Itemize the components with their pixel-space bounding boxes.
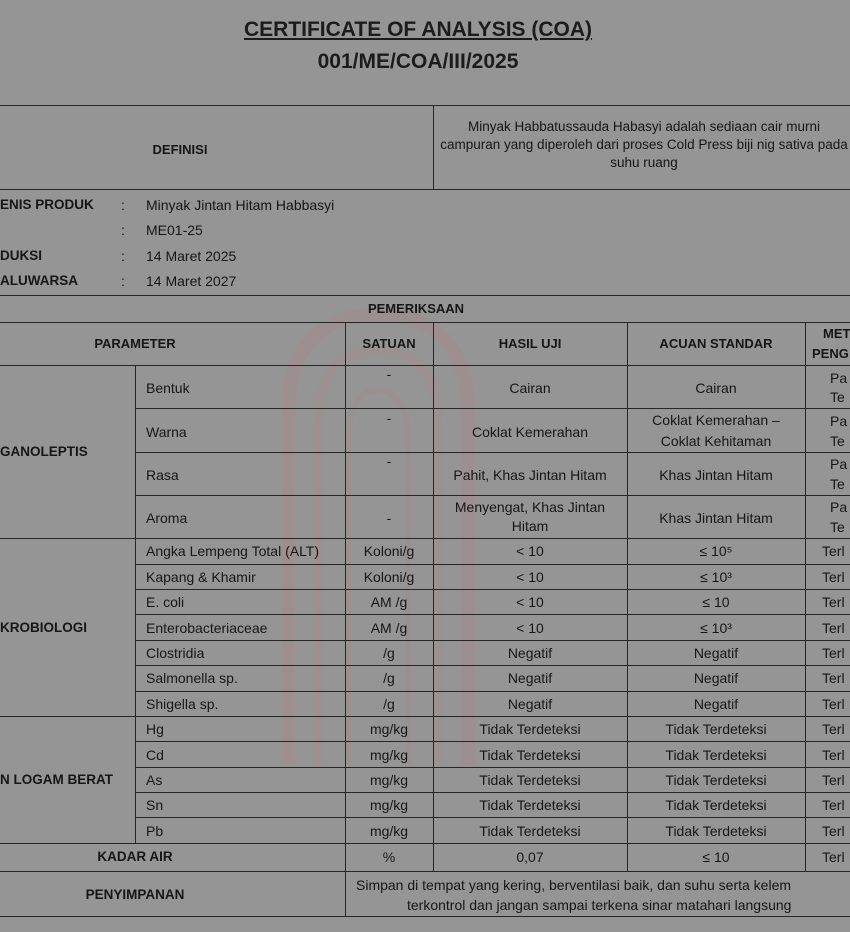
info-value-expiry: 14 Maret 2027 (146, 273, 237, 289)
param-cell: Hg (146, 721, 164, 737)
standard-cell: ≤ 10 (702, 849, 730, 865)
info-label-production: DUKSI (0, 248, 43, 263)
storage-text: terkontrol dan jangan sampai terkena sinar matahari langsung (407, 897, 792, 913)
param-cell: Kapang & Khamir (146, 569, 256, 585)
method-cell: Terl (822, 823, 845, 839)
result-cell: Tidak Terdeteksi (479, 721, 581, 737)
group-microbiology: KROBIOLOGI (0, 620, 87, 635)
unit-cell: mg/kg (369, 772, 409, 788)
method-cell: Terl (822, 594, 845, 610)
standard-cell: Tidak Terdeteksi (665, 747, 767, 763)
unit-cell: AM /g (370, 594, 408, 610)
header-standard: ACUAN STANDAR (659, 336, 773, 351)
header-unit: SATUAN (362, 336, 416, 351)
method-cell: Pa (830, 413, 848, 429)
unit-cell: /g (383, 670, 395, 686)
document-number: 001/ME/COA/III/2025 (317, 50, 519, 73)
param-cell: Rasa (146, 467, 179, 483)
result-cell: Tidak Terdeteksi (479, 797, 581, 813)
param-cell: Aroma (146, 510, 188, 526)
unit-cell: mg/kg (369, 747, 409, 763)
param-cell: Enterobacteriaceae (146, 620, 268, 636)
unit-cell: /g (383, 645, 395, 661)
result-cell: Negatif (507, 696, 553, 712)
storage-label: PENYIMPANAN (85, 887, 185, 902)
header-method: MET (823, 326, 850, 341)
unit-cell: Koloni/g (363, 569, 415, 585)
result-cell: < 10 (516, 620, 544, 636)
unit-cell: mg/kg (369, 721, 409, 737)
result-cell: Tidak Terdeteksi (479, 747, 581, 763)
standard-cell: ≤ 10³ (700, 569, 732, 585)
info-value-product: Minyak Jintan Hitam Habbasyi (146, 197, 335, 213)
method-cell: Pa (830, 499, 848, 515)
water-label: KADAR AIR (97, 849, 173, 864)
param-cell: Sn (146, 797, 164, 813)
unit-cell: AM /g (370, 620, 408, 636)
standard-cell: Cairan (695, 380, 737, 396)
unit-cell: - (386, 366, 392, 382)
result-cell: < 10 (516, 569, 544, 585)
info-label-expiry: ALUWARSA (0, 273, 78, 288)
method-cell: Terl (822, 747, 845, 763)
standard-cell: Khas Jintan Hitam (659, 467, 773, 483)
unit-cell: /g (383, 696, 395, 712)
info-value-batch: ME01-25 (146, 222, 203, 238)
method-cell: Te (830, 519, 845, 535)
method-cell: Terl (822, 721, 845, 737)
result-cell: Negatif (507, 670, 553, 686)
result-cell: Menyengat, Khas Jintan (454, 499, 606, 515)
method-cell: Pa (830, 456, 848, 472)
header-parameter: PARAMETER (94, 336, 176, 351)
table-title: PEMERIKSAAN (367, 301, 465, 316)
param-cell: Salmonella sp. (146, 670, 238, 686)
standard-cell: Negatif (693, 645, 739, 661)
standard-cell: Tidak Terdeteksi (665, 772, 767, 788)
result-cell: Negatif (507, 645, 553, 661)
param-cell: Cd (146, 747, 164, 763)
method-cell: Terl (822, 772, 845, 788)
info-colon: : (121, 273, 125, 289)
method-cell: Pa (830, 370, 848, 386)
standard-cell: Tidak Terdeteksi (665, 797, 767, 813)
standard-cell: Coklat Kemerahan – (652, 412, 780, 428)
definition-text: Minyak Habbatussauda Habasyi adalah sediaan cair murni campuran yang diperoleh dari proses Cold Press biji nig sativa pada suhu ruang (440, 119, 848, 170)
info-colon: : (121, 197, 125, 213)
method-cell: Te (830, 433, 845, 449)
param-cell: Pb (146, 823, 164, 839)
standard-cell: Coklat Kehitaman (660, 433, 772, 449)
unit-cell: mg/kg (369, 823, 409, 839)
standard-cell: Tidak Terdeteksi (665, 823, 767, 839)
header-method: PENG (812, 346, 849, 361)
result-cell: 0,07 (516, 849, 544, 865)
method-cell: Te (830, 389, 845, 405)
result-cell: Tidak Terdeteksi (479, 823, 581, 839)
info-colon: : (121, 248, 125, 264)
param-cell: E. coli (146, 594, 185, 610)
param-cell: Shigella sp. (146, 696, 219, 712)
result-cell: Cairan (509, 380, 551, 396)
group-organoleptic: GANOLEPTIS (0, 444, 88, 459)
group-heavy-metals: N LOGAM BERAT (0, 772, 113, 787)
storage-text: Simpan di tempat yang kering, berventilasi baik, dan suhu serta kelem (356, 877, 792, 893)
param-cell: Warna (146, 424, 187, 440)
unit-cell: - (386, 510, 392, 526)
standard-cell: ≤ 10³ (700, 620, 732, 636)
method-cell: Terl (822, 620, 845, 636)
result-cell: Tidak Terdeteksi (479, 772, 581, 788)
info-label-product: ENIS PRODUK (0, 197, 94, 212)
method-cell: Terl (822, 543, 845, 559)
unit-cell: Koloni/g (363, 543, 415, 559)
standard-cell: Negatif (693, 670, 739, 686)
standard-cell: Khas Jintan Hitam (659, 510, 773, 526)
info-value-production: 14 Maret 2025 (146, 248, 237, 264)
document-title: CERTIFICATE OF ANALYSIS (COA) (243, 18, 593, 41)
info-colon: : (121, 222, 125, 238)
unit-cell: - (386, 453, 392, 469)
param-cell: Angka Lempeng Total (ALT) (146, 543, 320, 559)
definition-label: DEFINISI (152, 142, 208, 157)
param-cell: As (146, 772, 163, 788)
unit-cell: % (382, 849, 396, 865)
unit-cell: mg/kg (369, 797, 409, 813)
method-cell: Terl (822, 696, 845, 712)
method-cell: Terl (822, 569, 845, 585)
standard-cell: ≤ 10 (702, 594, 730, 610)
standard-cell: Negatif (693, 696, 739, 712)
method-cell: Terl (822, 849, 845, 865)
result-cell: < 10 (516, 543, 544, 559)
result-cell: Pahit, Khas Jintan Hitam (453, 467, 607, 483)
param-cell: Bentuk (146, 380, 190, 396)
method-cell: Te (830, 476, 845, 492)
result-cell: < 10 (516, 594, 544, 610)
result-cell: Hitam (511, 518, 549, 534)
unit-cell: - (386, 410, 392, 426)
standard-cell: Tidak Terdeteksi (665, 721, 767, 737)
param-cell: Clostridia (146, 645, 205, 661)
method-cell: Terl (822, 645, 845, 661)
result-cell: Coklat Kemerahan (472, 424, 588, 440)
standard-cell: ≤ 10⁵ (699, 543, 733, 559)
method-cell: Terl (822, 797, 845, 813)
method-cell: Terl (822, 670, 845, 686)
header-result: HASIL UJI (498, 336, 562, 351)
